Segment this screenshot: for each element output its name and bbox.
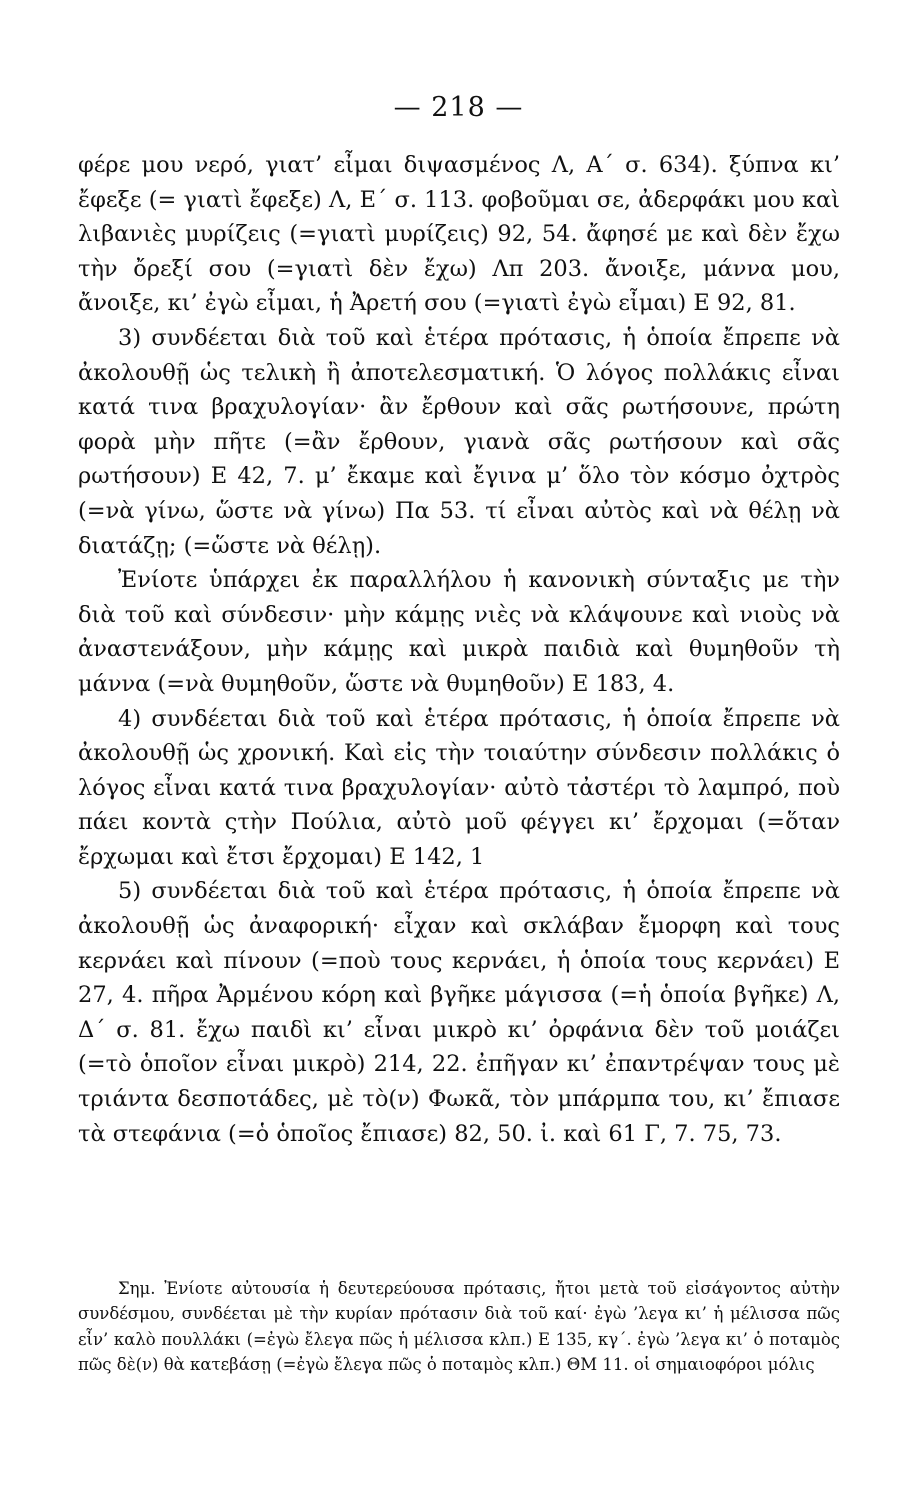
paragraph-section-4: 4) συνδέεται διὰ τοῦ καὶ ἑτέρα πρότασις, ἡ ὁποία ἔπρεπε νὰ ἀκολουθῇ ὡς χρονική. Καὶ εἰς τὴν τοιαύτην σύνδεσιν πολλάκις ὁ λόγος εἶναι κατά τινα βραχυλογίαν· αὐτὸ τἀστέρι τὸ λαμπρό, ποὺ πάει κοντὰ ςτὴν Πούλια, αὐτὸ μοῦ φέγγει κι’ ἔρχομαι (=ὅταν ἔρχωμαι καὶ ἔτσι ἔρχομαι) Ε 142, 1	[78, 705, 840, 870]
paragraph-section-5: 5) συνδέεται διὰ τοῦ καὶ ἑτέρα πρότασις, ἡ ὁποία ἔπρεπε νὰ ἀκολουθῇ ὡς ἀναφορική· εἶχαν καὶ σκλάβαν ἔμορφη καὶ τους κερνάει καὶ πίνουν (=ποὺ τους κερνάει, ἡ ὁποία τους κερνάει) Ε 27, 4. πῆρα Ἀρμένου κόρη καὶ βγῆκε μάγισσα (=ἡ ὁποία βγῆκε) Λ, Δ΄ σ. 81. ἔχω παιδὶ κι’ εἶναι μικρὸ κι’ ὀρφάνια δὲν τοῦ μοιάζει (=τὸ ὁποῖον εἶναι μικρὸ) 214, 22. ἐπῆγαν κι’ ἐπαντρέψαν τους μὲ τριάντα δεσποτάδες, μὲ τὸ(ν) Φωκᾶ, τὸν μπάρμπα του, κι’ ἔπιασε τὰ στεφάνια (=ὁ ὁποῖος ἔπιασε) 82, 50. ἰ. καὶ 61 Γ, 7. 75, 73.	[78, 878, 840, 1147]
paragraph-continuation: φέρε μου νερό, γιατ’ εἶμαι διψασμένος Λ, Α΄ σ. 634). ξύπνα κι’ ἔφεξε (= γιατὶ ἔφεξε) Λ, Ε΄ σ. 113. φοβοῦμαι σε, ἀδερφάκι μου καὶ λιβανιὲς μυρίζεις (=γιατὶ μυρίζεις) 92, 54. ἄφησέ με καὶ δὲν ἔχω τὴν ὄρεξί σου (=γιατὶ δὲν ἔχω) Λπ 203. ἄνοιξε, μάννα μου, ἄνοιξε, κι’ ἐγὼ εἶμαι, ἡ Ἀρετή σου (=γιατὶ ἐγὼ εἶμαι) Ε 92, 81.	[78, 152, 840, 317]
page-number: — 218 —	[393, 92, 524, 123]
body-text	[78, 148, 840, 1151]
paragraph-section-3: 3) συνδέεται διὰ τοῦ καὶ ἑτέρα πρότασις, ἡ ὁποία ἔπρεπε νὰ ἀκολουθῇ ὡς τελικὴ ἢ ἀποτελεσματική. Ὁ λόγος πολλάκις εἶναι κατά τινα βραχυλογίαν· ἂν ἔρθουν καὶ σᾶς ρωτήσουνε, πρώτη φορὰ μὴν πῆτε (=ἂν ἔρθουν, γιανὰ σᾶς ρωτήσουν καὶ σᾶς ρωτήσουν) Ε 42, 7. μ’ ἔκαμε καὶ ἔγινα μ’ ὅλο τὸν κόσμο ὀχτρὸς (=νὰ γίνω, ὥστε νὰ γίνω) Πα 53. τί εἶναι αὐτὸς καὶ νὰ θέλῃ νὰ διατάζῃ; (=ὥστε νὰ θέλῃ).	[78, 324, 840, 559]
paragraph-parallel-syntax: Ἐνίοτε ὑπάρχει ἐκ παραλλήλου ἡ κανονικὴ σύνταξις με τὴν διὰ τοῦ καὶ σύνδεσιν· μὴν κάμῃς νιὲς νὰ κλάψουνε καὶ νιοὺς νὰ ἀναστενάξουν, μὴν κάμῃς καὶ μικρὰ παιδιὰ καὶ θυμηθοῦν τὴ μάννα (=νὰ θυμηθοῦν, ὥστε νὰ θυμηθοῦν) Ε 183, 4.	[78, 567, 840, 697]
footnote	[78, 1276, 840, 1378]
footnote-text: Σημ. Ἐνίοτε αὐτουσία ἡ δευτερεύουσα πρότασις, ἤτοι μετὰ τοῦ εἰσάγοντος αὐτὴν συνδέσμου, συνδέεται μὲ τὴν κυρίαν πρότασιν διὰ τοῦ καί· ἐγὼ ’λεγα κι’ ἡ μέλισσα πῶς εἶν’ καλὸ πουλλάκι (=ἐγὼ ἔλεγα πῶς ἡ μέλισσα κλπ.) Ε 135, κγ΄. ἐγὼ ’λεγα κι’ ὁ ποταμὸς πῶς δὲ(ν) θὰ κατεβάσῃ (=ἐγὼ ἔλεγα πῶς ὁ ποταμὸς κλπ.) ΘΜ 11. οἱ σημαιοφόροι μόλις	[78, 1279, 840, 1375]
